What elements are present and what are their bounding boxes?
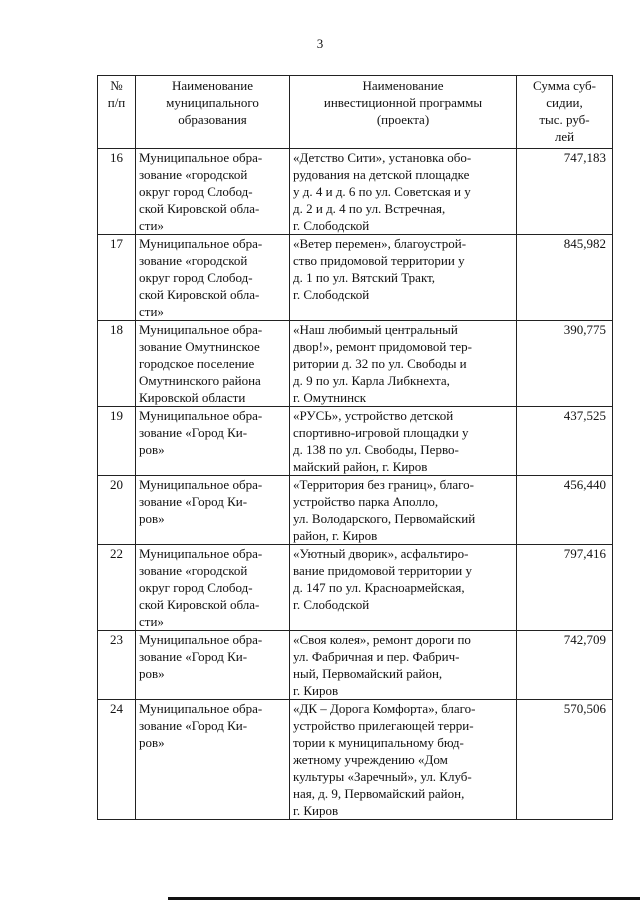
header-number: № п/п [98, 76, 136, 149]
table-header-row [98, 76, 613, 149]
row-number: 16 [98, 149, 136, 235]
row-number: 17 [98, 235, 136, 321]
row-amount: 742,709 [517, 631, 613, 700]
row-municipality: Муниципальное обра- зование «городской округ город Слобод- ской Кировской обла- сти» [136, 545, 290, 631]
row-program: «ДК – Дорога Комфорта», благо- устройство прилегающей терри- тории к муниципальному бюд- жетному учреждению «Дом культуры «Заречный», ул. Клуб- ная, д. 9, Первомайский район, г. Киров [290, 700, 517, 820]
row-amount: 797,416 [517, 545, 613, 631]
table-row [98, 700, 613, 820]
row-municipality: Муниципальное обра- зование «Город Ки- ров» [136, 700, 290, 820]
row-program: «Уютный дворик», асфальтиро- вание придомовой территории у д. 147 по ул. Красноармейская, г. Слободской [290, 545, 517, 631]
row-program: «Ветер перемен», благоустрой- ство придомовой территории у д. 1 по ул. Вятский Тракт, г. Слободской [290, 235, 517, 321]
row-program: «Наш любимый центральный двор!», ремонт придомовой тер- ритории д. 32 по ул. Свободы и д. 9 по ул. Карла Либкнехта, г. Омутнинск [290, 321, 517, 407]
row-program: «РУСЬ», устройство детской спортивно-игровой площадки у д. 138 по ул. Свободы, Перво- майский район, г. Киров [290, 407, 517, 476]
table-row [98, 321, 613, 407]
subsidy-table [97, 75, 613, 820]
row-municipality: Муниципальное обра- зование «Город Ки- ров» [136, 476, 290, 545]
row-municipality: Муниципальное обра- зование «городской округ город Слобод- ской Кировской обла- сти» [136, 149, 290, 235]
row-number: 18 [98, 321, 136, 407]
table-row [98, 235, 613, 321]
row-program: «Своя колея», ремонт дороги по ул. Фабричная и пер. Фабрич- ный, Первомайский район, г. Киров [290, 631, 517, 700]
table-row [98, 407, 613, 476]
row-amount: 390,775 [517, 321, 613, 407]
table-row [98, 545, 613, 631]
page-number: 3 [316, 36, 324, 51]
row-amount: 456,440 [517, 476, 613, 545]
row-program: «Территория без границ», благо- устройство парка Аполло, ул. Володарского, Первомайский район, г. Киров [290, 476, 517, 545]
row-municipality: Муниципальное обра- зование «Город Ки- ров» [136, 631, 290, 700]
table-row [98, 476, 613, 545]
row-program: «Детство Сити», установка обо- рудования на детской площадке у д. 4 и д. 6 по ул. Советская и у д. 2 и д. 4 по ул. Встречная, г. Слободской [290, 149, 517, 235]
row-amount: 747,183 [517, 149, 613, 235]
row-amount: 570,506 [517, 700, 613, 820]
header-municipality: Наименование муниципального образования [136, 76, 290, 149]
table-row [98, 149, 613, 235]
header-program: Наименование инвестиционной программы (проекта) [290, 76, 517, 149]
row-municipality: Муниципальное обра- зование «Город Ки- ров» [136, 407, 290, 476]
row-municipality: Муниципальное обра- зование «городской округ город Слобод- ской Кировской обла- сти» [136, 235, 290, 321]
row-number: 24 [98, 700, 136, 820]
row-number: 22 [98, 545, 136, 631]
row-amount: 437,525 [517, 407, 613, 476]
row-number: 19 [98, 407, 136, 476]
row-amount: 845,982 [517, 235, 613, 321]
row-number: 23 [98, 631, 136, 700]
header-amount: Сумма суб- сидии, тыс. руб- лей [517, 76, 613, 149]
row-municipality: Муниципальное обра- зование Омутнинское городское поселение Омутнинского района Кировской области [136, 321, 290, 407]
table-row [98, 631, 613, 700]
row-number: 20 [98, 476, 136, 545]
footer-rule [168, 897, 640, 900]
